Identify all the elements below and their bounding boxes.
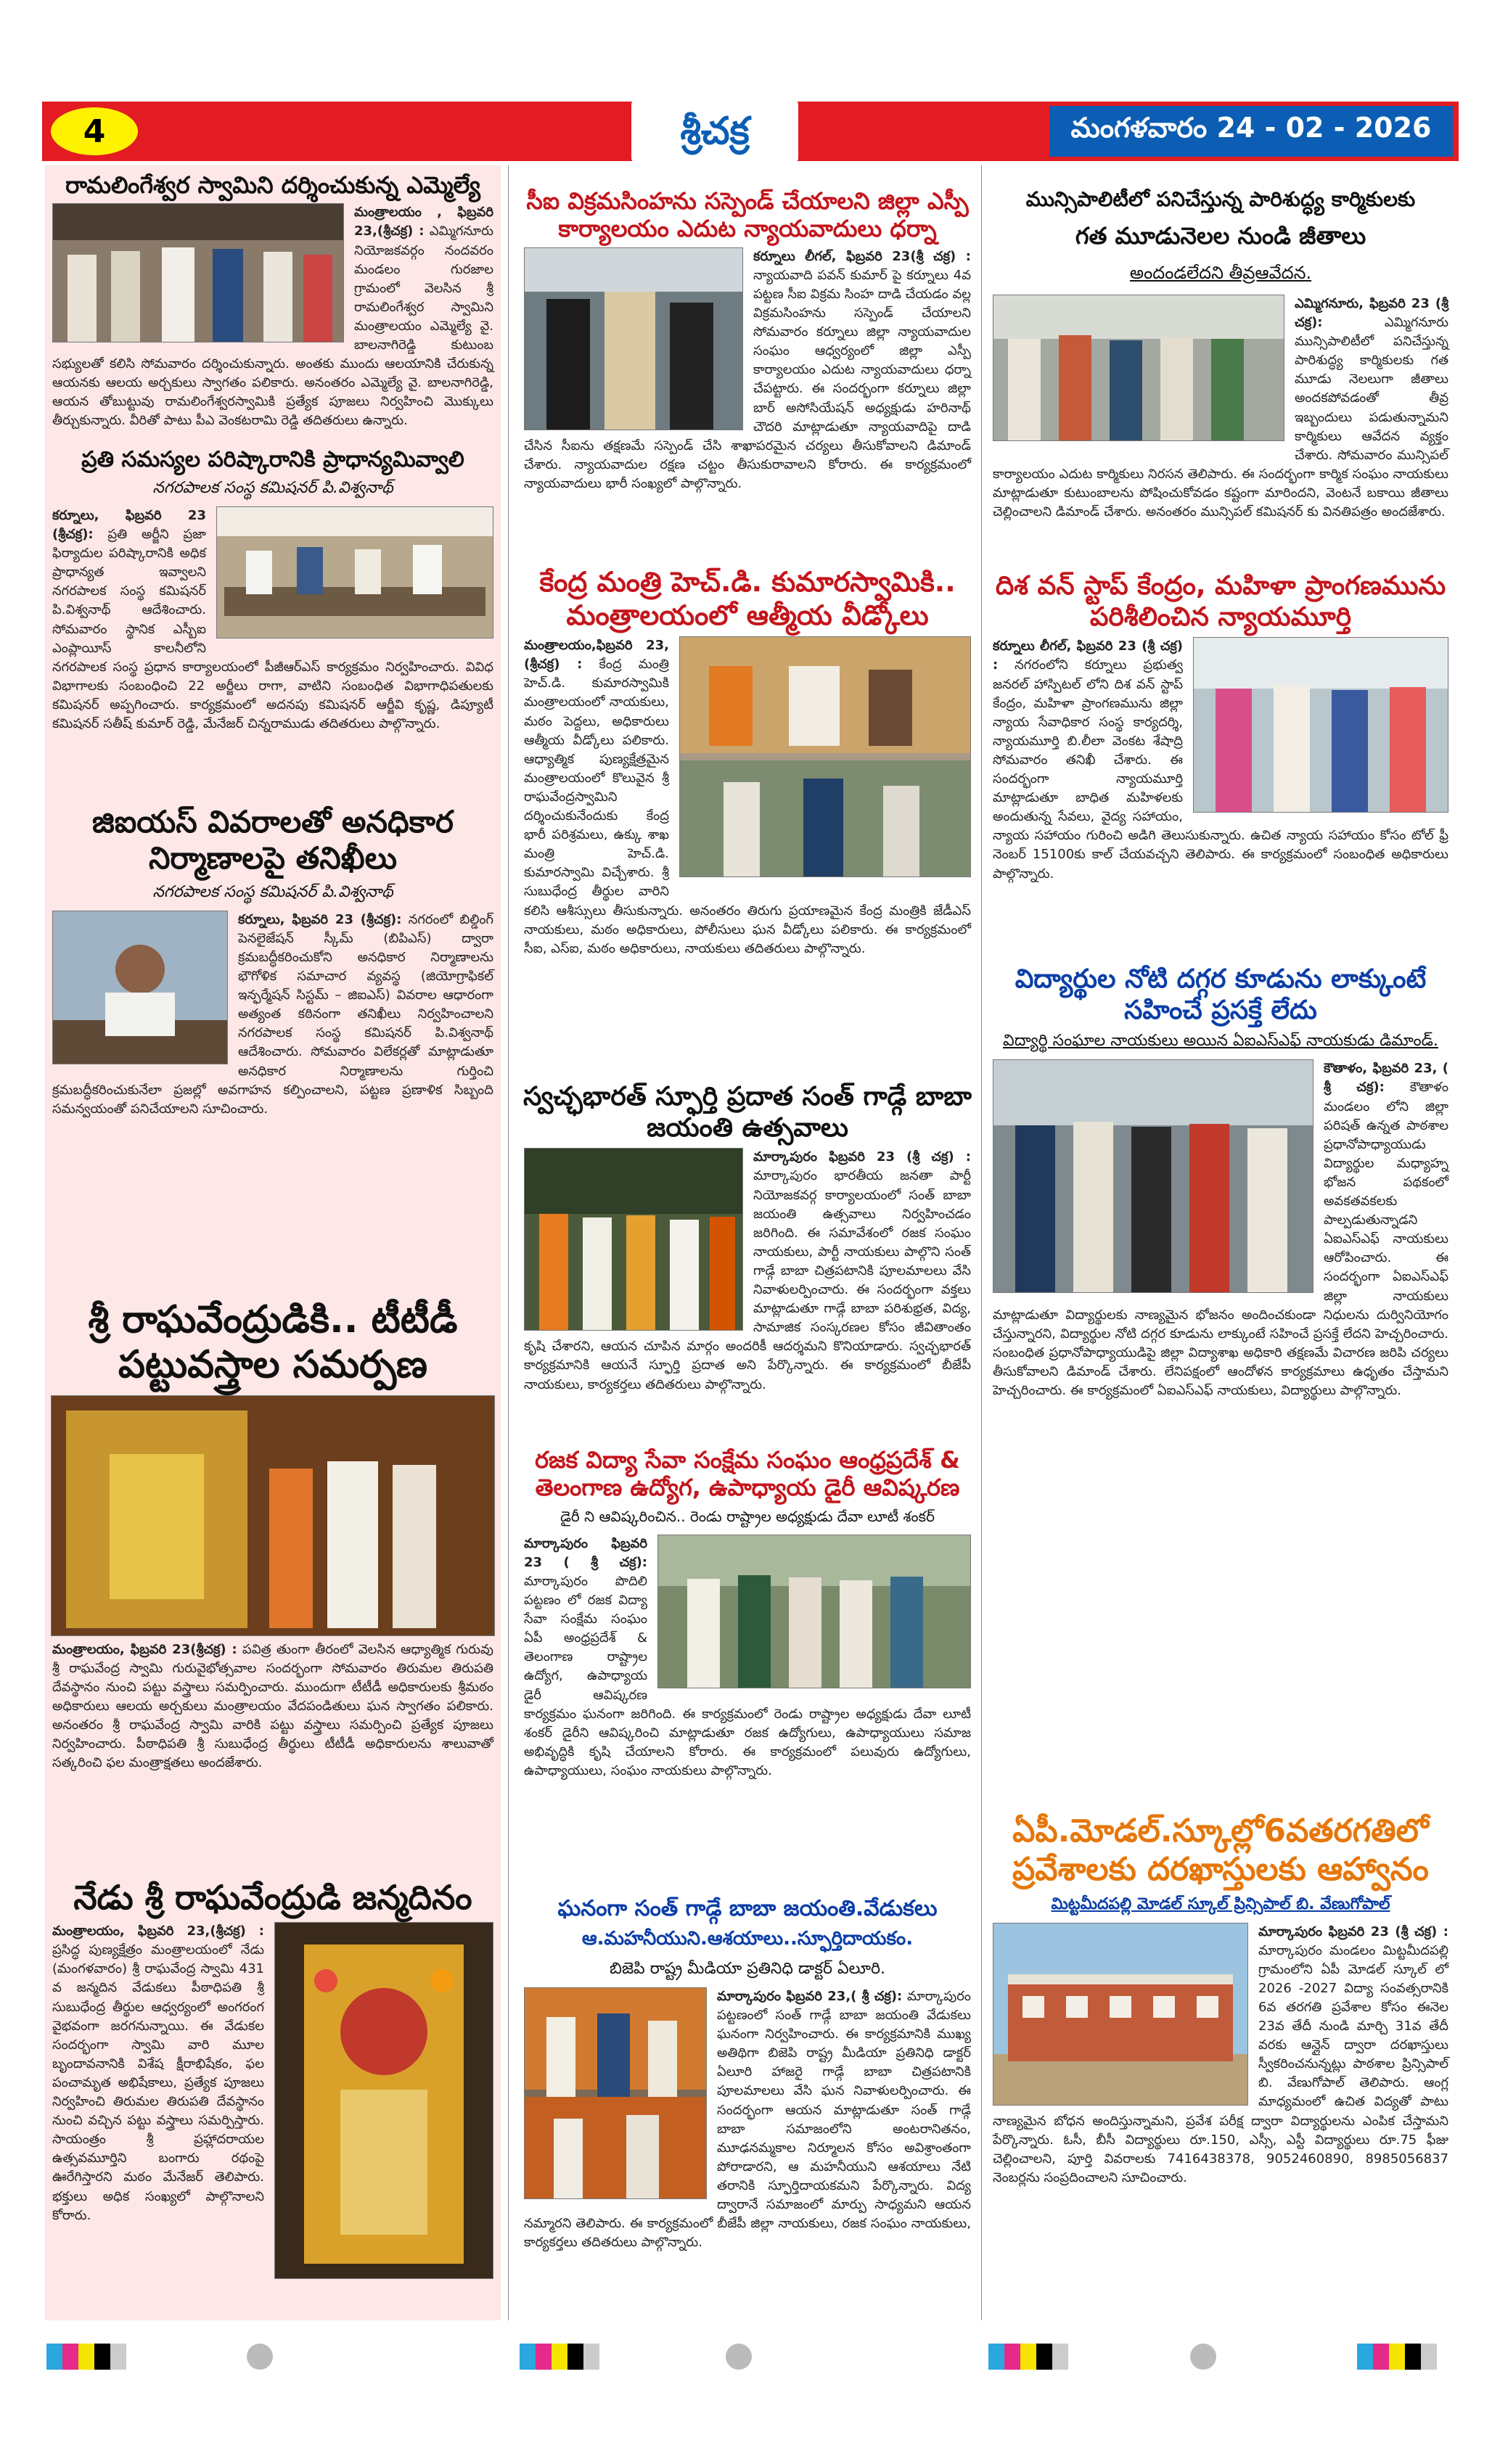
dateline: మంత్రాలయం, ఫిబ్రవరి 23(శ్రీచక్ర) : xyxy=(52,1641,237,1657)
dateline: మార్కాపురం ఫిబ్రవరి 23 ( శ్రీ చక్ర): xyxy=(524,1535,647,1570)
photo-aisf-protest xyxy=(993,1059,1313,1293)
column-divider xyxy=(508,165,509,2320)
dateline: కర్నూలు, ఫిబ్రవరి 23 (శ్రీచక్ర): xyxy=(52,508,206,543)
headline: రజక విద్యా సేవా సంక్షేమ సంఘం ఆంధ్రప్రదేశ్ & తెలంగాణ ఉద్యోగ, ఉపాధ్యాయ డైరీ ఆవిష్కరణ xyxy=(535,1446,960,1502)
registration-mark xyxy=(1190,2344,1216,2370)
registration-mark xyxy=(247,2344,273,2370)
registration-mark xyxy=(726,2344,752,2370)
photo-judge-inspection xyxy=(1193,637,1448,813)
subheadline: నగరపాలక సంస్థ కమిషనర్ పి.విశ్వనాథ్ xyxy=(152,479,393,497)
article-rajaka-diary-launch xyxy=(517,1446,978,1778)
article-sanitation-workers-wages xyxy=(985,187,1456,567)
article-student-meals xyxy=(985,964,1456,1775)
headline: ఏపీ.మోడల్.స్కూల్లో6వతరగతిలో ప్రవేశాలకు దరఖాస్తులకు ఆహ్వానం xyxy=(1012,1812,1429,1888)
article-gis-inspections xyxy=(45,804,501,1234)
dateline: కర్నూలు లీగల్, ఫిబ్రవరి 23 (శ్రీ చక్ర) : xyxy=(993,638,1183,673)
photo-commissioner-meeting xyxy=(216,506,493,638)
issue-date: మంగళవారం 24 - 02 - 2026 xyxy=(1049,106,1453,157)
dateline: మంత్రాలయం, ఫిబ్రవరి 23,(శ్రీచక్ర) : xyxy=(52,1923,264,1939)
article-body: కౌతాళం మండలం లోని జిల్లా పరిషత్ ఉన్నత పాఠశాల ప్రధానోపాధ్యాయుడు విద్యార్థుల మధ్యాహ్న భోజన పథకంలో అవకతవకలకు పాల్పడుతున్నాడని ఏఐఎస్ఎఫ్ నాయకులు ఆరోపించారు. ఈ సందర్భంగా ఏఐఎస్ఎఫ్ జిల్లా నాయకులు మాట్లాడుతూ విద్యార్థులకు నాణ్యమైన భోజనం అందించకుండా నిధులను దుర్వినియోగం చేస్తున్నారని, విద్యార్థుల నోటి దగ్గర కూడును లాక్కుంటే సహించే ప్రసక్తే లేదని హెచ్చరించారు. సంబంధిత ప్రధానోపాధ్యాయుడిపై జిల్లా విద్యాశాఖ అధికారి తక్షణమే విచారణ జరిపి చర్యలు తీసుకోవాలని డిమాండ్ చేశారు. లేనిపక్షంలో ఆందోళన కార్యక్రమాలు ఉధృతం చేస్తామని హెచ్చరించారు. ఈ కార్యక్రమంలో ఏఐఎస్ఎఫ్ నాయకులు, విద్యార్థులు పాల్గొన్నారు. xyxy=(993,1080,1448,1398)
dateline: మంత్రాలయం,ఫిబ్రవరి 23,(శ్రీచక్ర) : xyxy=(524,638,669,673)
article-grievance-priority xyxy=(45,447,501,794)
dateline: కర్నూలు లీగల్, ఫిబ్రవరి 23(శ్రీ చక్ర) : xyxy=(753,248,971,264)
article-kumaraswamy-farewell xyxy=(517,566,978,1011)
subheadline: విద్యార్థి సంఘాల నాయకులు అయిన ఏఐఎస్ఎఫ్ నాయకుడు డిమాండ్. xyxy=(1003,1032,1438,1051)
article-body: మార్కాపురం మండలం మిట్టమీదపల్లి గ్రామంలోని ఏపీ మోడల్ స్కూల్ లో 2026 -2027 విద్యా సంవత్సరానికి 6వ తరగతి ప్రవేశాల కోసం ఈనెల 23వ తేదీ నుండి మార్చి 31వ తేదీ వరకు ఆన్లైన్ ద్వారా దరఖాస్తులు స్వీకరించనున్నట్లు పాఠశాల ప్రిన్సిపాల్ బి. వేణుగోపాల్ తెలిపారు. ఆంగ్ల మాధ్యమంలో ఉచిత విద్యతో పాటు నాణ్యమైన బోధన అందిస్తున్నామని, ప్రవేశ పరీక్ష ద్వారా విద్యార్థులను ఎంపిక చేస్తామని పేర్కొన్నారు. ఓసీ, బీసీ విద్యార్థులు రూ.150, ఎస్సీ, ఎస్టీ విద్యార్థులు రూ.75 ఫీజు చెల్లించాలని, పూర్తి వివరాలకు 7416438378, 9052460890, 8985056837 నెంబర్లను సంప్రదించాలని సూచించారు. xyxy=(993,1942,1448,2185)
dateline: ఎమ్మిగనూరు, ఫిబ్రవరి 23 (శ్రీ చక్ర): xyxy=(1295,295,1448,331)
subheadline: మిట్టమీదపల్లి మోడల్ స్కూల్ ప్రిన్సిపాల్ బి. వేణుగోపాల్ xyxy=(1051,1894,1390,1913)
color-registration-bar xyxy=(46,2344,126,2370)
logo-text: శ్రీచక్ర xyxy=(680,109,750,153)
headline: నేడు శ్రీ రాఘవేంద్రుడి జన్మదినం xyxy=(73,1878,472,1917)
headline: ప్రతి సమస్యల పరిష్కారానికి ప్రాధాన్యమివ్వాలి xyxy=(81,447,464,472)
dateline: మార్కాపురం ఫిబ్రవరి 23 (శ్రీ చక్ర) : xyxy=(753,1149,971,1165)
article-body: కేంద్ర మంత్రి హెచ్.డి. కుమారస్వామికి మంత్రాలయంలో నాయకులు, మఠం పెద్దలు, అధికారులు ఆత్మీయ వీడ్కోలు పలికారు. ఆధ్యాత్మిక పుణ్యక్షేత్రమైన మంత్రాలయంలో కొలువైన శ్రీ రాఘవేంద్రస్వామిని దర్శించుకునేందుకు కేంద్ర భారీ పరిశ్రమలు, ఉక్కు శాఖ మంత్రి హెచ్.డి. కుమారస్వామి విచ్చేశారు. శ్రీ సుబుధేంద్ర తీర్థుల వారిని కలిసి ఆశీస్సులు తీసుకున్నారు. అనంతరం తిరుగు ప్రయాణమైన కేంద్ర మంత్రికి జేడీఎస్ నాయకులు, మఠం అధికారులు, పోలీసులు ఘన వీడ్కోలు పలికారు. ఈ కార్యక్రమంలో సీఐ, ఎస్ఐ, మఠం అధికారులు, నాయకులు తదితరులు పాల్గొన్నారు. xyxy=(524,657,971,956)
article-body: మార్కాపురం పట్టణంలో సంత్ గాడ్గే బాబా జయంతి వేడుకలు ఘనంగా నిర్వహించారు. ఈ కార్యక్రమానికి ముఖ్య అతిథిగా బిజెపి రాష్ట్ర మీడియా ప్రతినిధి డాక్టర్ ఏలూరి హాజరై గాడ్గే బాబా చిత్రపటానికి పూలమాలలు వేసి ఘన నివాళులర్పించారు. ఈ సందర్భంగా ఆయన మాట్లాడుతూ సంత్ గాడ్గే బాబా సమాజంలోని అంటరానితనం, మూఢనమ్మకాల నిర్మూలన కోసం అవిశ్రాంతంగా పోరాడారని, ఆ మహనీయుని ఆశయాలు నేటి తరానికి స్ఫూర్తిదాయకమని పేర్కొన్నారు. విద్య ద్వారానే సమాజంలో మార్పు సాధ్యమని ఆయన నమ్మారని తెలిపారు. ఈ కార్యక్రమంలో బీజేపీ జిల్లా నాయకులు, రజక సంఘం నాయకులు, కార్యకర్తలు తదితరులు పాల్గొన్నారు. xyxy=(524,1989,971,2251)
article-gadge-baba-jayanti xyxy=(517,1081,978,1413)
color-registration-bar xyxy=(1357,2344,1437,2370)
article-body: ప్రసిద్ధ పుణ్యక్షేత్రం మంత్రాలయంలో నేడు (మంగళవారం) శ్రీ రాఘవేంద్ర స్వామి 431 వ జన్మదిన వేడుకలు పీఠాధిపతి శ్రీ సుబుధేంద్ర తీర్థుల ఆధ్వర్యంలో అంగరంగ వైభవంగా జరగనున్నాయి. ఈ వేడుకల సందర్భంగా స్వామి వారి మూల బృందావనానికి విశేష క్షీరాభిషేకం, ఫల పంచామృత అభిషేకాలు, ప్రత్యేక పూజలు నిర్వహించి తిరుమల తిరుపతి దేవస్థానం నుంచి వచ్చిన పట్టు వస్త్రాలు సమర్పిస్తారు. సాయంత్రం శ్రీ ప్రహ్లాదరాయల ఉత్సవమూర్తిని బంగారు రథంపై ఊరేగిస్తారని మఠం మేనేజర్ తెలిపారు. భక్తులు అధిక సంఖ్యలో పాల్గొనాలని కోరారు. xyxy=(52,1942,264,2223)
page-number-badge: 4 xyxy=(51,107,138,155)
article-model-school-admissions xyxy=(985,1812,1456,2312)
headline: జిఐయస్ వివరాలతో అనధికార నిర్మాణాలపై తనిఖీలు xyxy=(92,804,454,876)
article-body: పవిత్ర తుంగా తీరంలో వెలసిన ఆధ్యాత్మిక గురువు శ్రీ రాఘవేంద్ర స్వామి గురువైభోత్సవాల సందర్భంగా సోమవారం తిరుమల తిరుపతి దేవస్థానం నుంచి పట్టు వస్త్రాలు సమర్పించారు. ముందుగా టీటీడీ అధికారులకు శ్రీమఠం అధికారులు ఆలయ అర్చకులు మంత్రాలయం వేదపండితులు ఘన స్వాగతం పలికారు. అనంతరం శ్రీ రాఘవేంద్ర స్వామి వారికి పట్టు వస్త్రాలు సమర్పించి ప్రత్యేక పూజలు నిర్వహించారు. పీఠాధిపతి శ్రీ సుబుధేంద్ర తీర్థులు టీటీడీ అధికారులను శాలువాతో సత్కరించి ఫల మంత్రాక్షతలు అందజేశారు. xyxy=(52,1641,494,1771)
column-left xyxy=(45,165,501,2320)
article-raghavendra-birthday xyxy=(45,1878,501,2304)
newspaper-logo xyxy=(631,100,798,163)
photo-gadge-baba-event xyxy=(524,1148,743,1331)
article-body: నగరంలో బిల్డింగ్ పెనలైజేషన్ స్కీమ్ (బిపిఎస్) ద్వారా క్రమబద్ధీకరించుకోని అనధికార నిర్మాణాలను భౌగోళిక సమాచార వ్యవస్థ (జియోగ్రాఫికల్ ఇన్ఫర్మేషన్ సిస్టమ్ – జిఐఎస్) వివరాల ఆధారంగా అత్యంత కఠినంగా తనిఖీలు నిర్వహించాలని నగరపాలక సంస్థ కమిషనర్ పి.విశ్వనాథ్ ఆదేశించారు. సోమవారం విలేకర్లతో మాట్లాడుతూ అనధికార నిర్మాణాలను గుర్తించి క్రమబద్ధీకరించుకునేలా ప్రజల్లో అవగాహన కల్పించాలని, పట్టణ ప్రణాళిక సిబ్బంది సమన్వయంతో పనిచేయాలని సూచించారు. xyxy=(52,911,493,1117)
headline: స్వచ్ఛభారత్ స్ఫూర్తి ప్రదాత సంత్ గాడ్గే బాబా జయంతి ఉత్సవాలు xyxy=(523,1082,972,1143)
article-lawyers-protest xyxy=(517,187,978,557)
color-registration-bar xyxy=(988,2344,1068,2370)
article-body: నగరంలోని కర్నూలు ప్రభుత్వ జనరల్ హాస్పిటల్ లోని దిశ వన్ స్టాప్ కేంద్రం, మహిళా ప్రాంగణమును జిల్లా న్యాయ సేవాధికార సంస్థ కార్యదర్శి, న్యాయమూర్తి బి.లీలా వెంకట శేషాద్రి సోమవారం తనిఖీ చేశారు. ఈ సందర్భంగా న్యాయమూర్తి మాట్లాడుతూ బాధిత మహిళలకు అందుతున్న సేవలు, వైద్య సహాయం, న్యాయ సహాయం గురించి అడిగి తెలుసుకున్నారు. ఉచిత న్యాయ సహాయం కోసం టోల్ ఫ్రీ నెంబర్ 15100కు కాల్ చేయవచ్చని తెలిపారు. ఈ కార్యక్రమంలో సంబంధిత అధికారులు పాల్గొన్నారు. xyxy=(993,657,1448,882)
headline: విద్యార్థుల నోటి దగ్గర కూడును లాక్కుంటే సహించే ప్రసక్తే లేదు xyxy=(1015,964,1427,1026)
article-body: ప్రతి అర్జీని ప్రజా ఫిర్యాదుల పరిష్కారానికి అధిక ప్రాధాన్యత ఇవ్వాలని నగరపాలక సంస్థ కమిషనర్ పి.విశ్వనాథ్ ఆదేశించారు. సోమవారం స్థానిక ఎస్బీఐ ఎంప్లాయీస్ కాలనీలోని నగరపాలక సంస్థ ప్రధాన కార్యాలయంలో పీజీఆర్ఎస్ కార్యక్రమం నిర్వహించారు. వివిధ విభాగాలకు సంబంధించి 22 అర్జీలు రాగా, వాటిని సంబంధిత విభాగాధిపతులకు కమిషనర్ అప్పగించారు. కార్యక్రమంలో అదనపు కమిషనర్ ఆర్జీవి కృష్ణ, డిప్యూటీ కమిషనర్ సతీష్ కుమార్ రెడ్డి, మేనేజర్ చిన్నరాముడు తదితరులు పాల్గొన్నారు. xyxy=(52,527,493,732)
article-ttd-silk-offering xyxy=(45,1297,501,1906)
subheadline: నగరపాలక సంస్థ కమిషనర్ పి.విశ్వనాథ్ xyxy=(152,882,393,901)
subheadline: ఆ.మహనీయుని.ఆశయాలు..స్ఫూర్తిదాయకం. xyxy=(581,1928,914,1950)
photo-mla-temple xyxy=(52,203,344,342)
color-registration-bar xyxy=(520,2344,599,2370)
headline: రామలింగేశ్వర స్వామిని దర్శించుకున్న ఎమ్మెల్యే xyxy=(65,171,480,199)
dateline: కౌతాళం, ఫిబ్రవరి 23, ( శ్రీ చక్ర): xyxy=(1324,1061,1448,1096)
dateline: మంత్రాలయం , ఫిబ్రవరి 23,(శ్రీచక్ర) : xyxy=(354,205,493,239)
article-mla-temple-visit xyxy=(45,171,501,429)
photo-model-school-building xyxy=(993,1923,1248,2106)
headline: దిశ వన్ స్టాప్ కేంద్రం, మహిళా ప్రాంగణమును పరిశీలించిన న్యాయమూర్తి xyxy=(995,571,1446,633)
subheadline: అందండలేదని తీవ్రఆవేదన. xyxy=(1129,262,1312,283)
article-disha-one-stop-centre xyxy=(985,570,1456,968)
headline: ఘనంగా సంత్ గాడ్గే బాబా జయంతి.వేడుకలు xyxy=(557,1896,938,1921)
headline: కేంద్ర మంత్రి హెచ్.డి. కుమారస్వామికి.. మంత్రాలయంలో ఆత్మీయ వీడ్కోలు xyxy=(539,566,956,631)
dateline: మార్కాపురం ఫిబ్రవరి 23 (శ్రీ చక్ర) : xyxy=(1258,1923,1448,1939)
column-divider xyxy=(981,165,982,2320)
photo-diary-launch xyxy=(657,1535,971,1688)
subheadline: డైరీ ని ఆవిష్కరించిన.. రెండు రాష్ట్రాల అధ్యక్షుడు దేవా లూటీ శంకర్ xyxy=(560,1507,935,1525)
photo-commissioner-portrait xyxy=(52,911,228,1064)
photo-raghavendra-idol xyxy=(274,1922,493,2279)
headline-line-2: గత మూడునెలల నుండి జీతాలు xyxy=(1075,221,1366,250)
article-body: మార్కాపురం భారతీయ జనతా పార్టీ నియోజకవర్గ కార్యాలయంలో సంత్ బాబా జయంతి ఉత్సవాలు నిర్వహించడం జరిగింది. ఈ సమావేశంలో రజక సంఘం నాయకులు, పార్టీ నాయకులు పాల్గొని సంత్ గాడ్గే బాబా చిత్రపటానికి పూలమాలలు వేసి నివాళులర్పించారు. ఈ సందర్భంగా వక్తలు మాట్లాడుతూ గాడ్గే బాబా పరిశుభ్రత, విద్య, సామాజిక సంస్కరణల కోసం జీవితాంతం కృషి చేశారని, ఆయన చూపిన మార్గం అందరికీ ఆదర్శమని కొనియాడారు. స్వచ్ఛభారత్ కార్యక్రమానికి ఆయనే స్ఫూర్తి ప్రదాత అని పేర్కొన్నారు. ఈ కార్యక్రమంలో బీజేపీ నాయకులు, కార్యకర్తలు తదితరులు పాల్గొన్నారు. xyxy=(524,1168,971,1392)
article-body: మార్కాపురం పొదిలి పట్టణం లో రజక విద్యా సేవా సంక్షేమ సంఘం ఏపీ అంధ్రప్రదేశ్ & తెలంగాణ రాష్ట్రాల ఉద్యోగ, ఉపాధ్యాయ డైరీ ఆవిష్కరణ కార్యక్రమం ఘనంగా జరిగింది. ఈ కార్యక్రమంలో రెండు రాష్ట్రాల అధ్యక్షుడు దేవా లూటీ శంకర్ డైరీని ఆవిష్కరించి మాట్లాడుతూ రజక ఉద్యోగులు, ఉపాధ్యాయులు సమాజ అభివృద్ధికి కృషి చేయాలని కోరారు. ఈ కార్యక్రమంలో పలువురు ఉద్యోగులు, ఉపాధ్యాయులు, సంఘం నాయకులు పాల్గొన్నారు. xyxy=(524,1573,971,1778)
dateline: కర్నూలు, ఫిబ్రవరి 23 (శ్రీచక్ర): xyxy=(238,911,402,927)
photo-gadge-baba-celebration xyxy=(524,1987,707,2199)
photo-sanitation-workers xyxy=(993,295,1284,441)
photo-lawyers-protest xyxy=(524,247,743,430)
photo-minister-farewell xyxy=(679,636,971,877)
article-body: ఎమ్మిగనూరు నియోజకవర్గం నందవరం మండలం గురజాల గ్రామంలో వెలసిన శ్రీ రామలింగేశ్వర స్వామిని మంత్రాలయం ఎమ్మెల్యే వై. బాలనాగిరెడ్డి కుటుంబ సభ్యులతో కలిసి సోమవారం దర్శించుకున్నారు. అంతకు ముందు ఆలయానికి చేరుకున్న ఆయనకు ఆలయ అర్చకులు స్వాగతం పలికారు. అనంతరం ఎమ్మెల్యే వై. బాలనాగిరెడ్డి, ఆయన తోబుట్టువు రామలింగేశ్వరస్వామికి ప్రత్యేక పూజలు నిర్వహించి మొక్కులు తీర్చుకున్నారు. వీరితో పాటు పీఎ వెంకటరామి రెడ్డి తదితరులు ఉన్నారు. xyxy=(52,223,493,429)
article-body: న్యాయవాది పవన్ కుమార్ పై కర్నూలు 4వ పట్టణ సీఐ విక్రమ సింహ దాడి చేయడం వల్ల విక్రమసింహను సస్పెండ్ చేయాలని సోమవారం కర్నూలు జిల్లా న్యాయవాదుల సంఘం ఆధ్వర్యంలో జిల్లా ఎస్పీ కార్యాలయం ఎదుట న్యాయవాదులు ధర్నా చేపట్టారు. ఈ సందర్భంగా కర్నూలు జిల్లా బార్ అసోసియేషన్ అధ్యక్షుడు హరినాథ్ చౌదరి మాట్లాడుతూ న్యాయవాదిపై దాడి చేసిన సీఐను తక్షణమే సస్పెండ్ చేసి శాఖాపరమైన చర్యలు తీసుకోవాలని డిమాండ్ చేశారు. న్యాయవాదుల రక్షణ చట్టం తీసుకురావాలని కోరారు. ఈ కార్యక్రమంలో న్యాయవాదులు భారీ సంఖ్యలో పాల్గొన్నారు. xyxy=(524,267,971,491)
dateline: మార్కాపురం ఫిబ్రవరి 23,( శ్రీ చక్ర): xyxy=(717,1989,903,2004)
article-gadge-baba-celebrations xyxy=(517,1896,978,2391)
photo-raghavendra-idol-offering xyxy=(51,1395,495,1636)
headline: మున్సిపాలిటీలో పనిచేస్తున్న పారిశుద్ధ్య కార్మికులకు xyxy=(1025,187,1416,211)
headline: సీఐ విక్రమసింహను సస్పెండ్ చేయాలని జిల్లా ఎస్పీ కార్యాలయం ఎదుట న్యాయవాదులు ధర్నా xyxy=(526,187,969,243)
subheadline-attribution: బిజెపి రాష్ట్ర మీడియా ప్రతినిధి డాక్టర్ ఏలూరి. xyxy=(609,1960,885,1978)
headline: శ్రీ రాఘవేంద్రుడికి.. టీటీడీ పట్టువస్త్రాల సమర్పణ xyxy=(88,1298,458,1387)
article-body: ఎమ్మిగనూరు మున్సిపాలిటీలో పనిచేస్తున్న పారిశుద్ధ్య కార్మికులకు గత మూడు నెలలుగా జీతాలు అందకపోవడంతో తీవ్ర ఇబ్బందులు పడుతున్నామని కార్మికులు ఆవేదన వ్యక్తం చేశారు. సోమవారం మున్సిపల్ కార్యాలయం ఎదుట కార్మికులు నిరసన తెలిపారు. ఈ సందర్భంగా కార్మిక సంఘం నాయకులు మాట్లాడుతూ కుటుంబాలను పోషించుకోవడం కష్టంగా మారిందని, వెంటనే బకాయి జీతాలు చెల్లించాలని డిమాండ్ చేశారు. అనంతరం మున్సిపల్ కమిషనర్ కు వినతిపత్రం అందజేశారు. xyxy=(993,315,1448,520)
